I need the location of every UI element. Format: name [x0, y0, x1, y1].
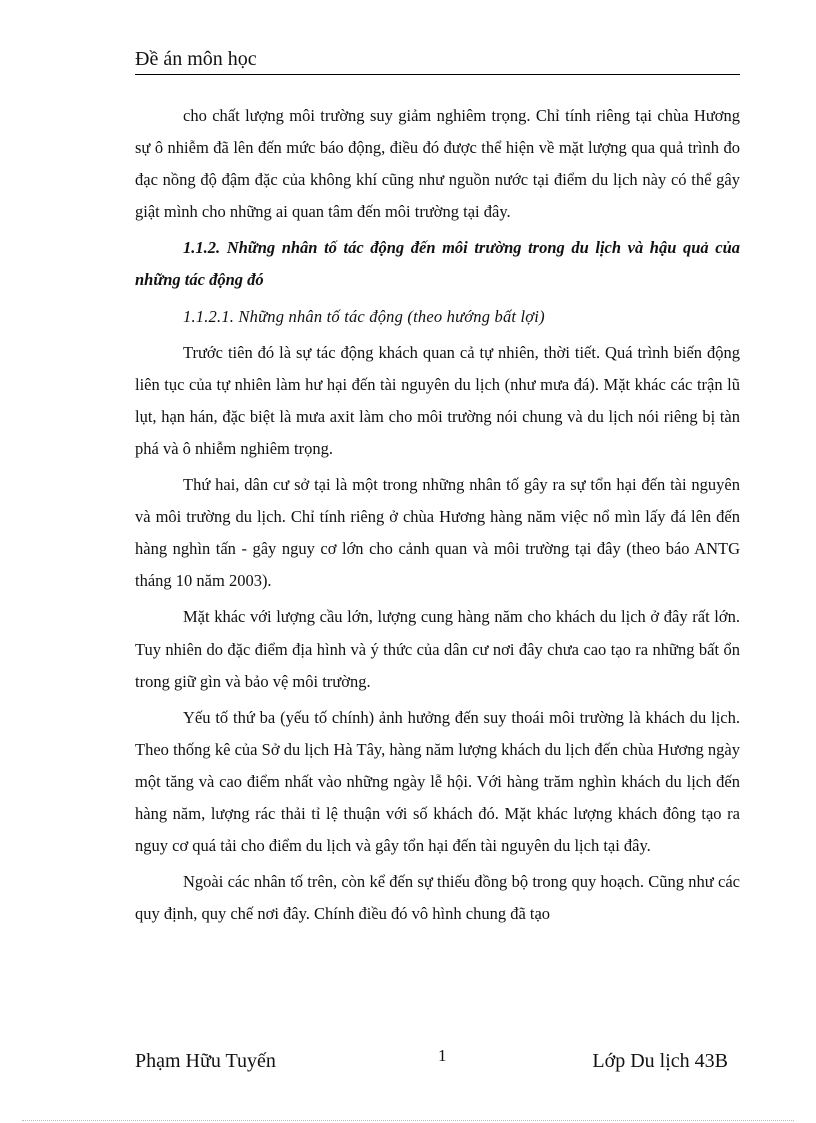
section-heading: 1.1.2. Những nhân tố tác động đến môi trường trong du lịch và hậu quả của những tác động đó: [135, 238, 740, 290]
page-bottom-border: [22, 1120, 794, 1121]
footer-class-name: Lớp Du lịch 43B: [592, 1050, 728, 1072]
body-paragraph: Yếu tố thứ ba (yếu tố chính) ảnh hưởng đến suy thoái môi trường là khách du lịch. Theo thống kê của Sở du lịch Hà Tây, hàng năm lượng khách du lịch đến chùa Hương ngày một tăng và cao điểm nhất vào những ngày lễ hội. Với hàng trăm nghìn khách du lịch đến hàng năm, lượng rác thải tỉ lệ thuận với số khách đó. Mặt khác lượng khách đông tạo ra nguy cơ quá tải cho điểm du lịch và gây tổn hại đến tài nguyên du lịch tại đây.: [135, 707, 740, 856]
body-paragraph: Thứ hai, dân cư sở tại là một trong những nhân tố gây ra sự tổn hại đến tài nguyên và môi trường du lịch. Chỉ tính riêng ở chùa Hương hàng năm việc nổ mìn lấy đá lên đến hàng nghìn tấn - gây nguy cơ lớn cho cảnh quan và môi trường tại đây (theo báo ANTG tháng 10 năm 2003).: [135, 475, 740, 591]
body-paragraph-intro: cho chất lượng môi trường suy giảm nghiêm trọng. Chỉ tính riêng tại chùa Hương sự ô nhiễm đã lên đến mức báo động, điều đó được thể hiện về mặt lượng qua quả trình đo đạc nồng độ đậm đặc của không khí cũng như nguồn nước tại điểm du lịch này có thể gây giật mình cho những ai quan tâm đến môi trường tại đây.: [135, 106, 740, 222]
document-body: [135, 100, 740, 930]
page-number: 1: [438, 1046, 447, 1065]
body-paragraph: Ngoài các nhân tố trên, còn kể đến sự thiếu đồng bộ trong quy hoạch. Cũng như các quy định, quy chế nơi đây. Chính điều đó vô hình chung đã tạo: [135, 872, 740, 924]
page-header-title: Đề án môn học: [135, 48, 257, 70]
footer-author: Phạm Hữu Tuyến: [135, 1050, 276, 1072]
body-paragraph: Trước tiên đó là sự tác động khách quan cả tự nhiên, thời tiết. Quá trình biến động liên tục của tự nhiên làm hư hại đến tài nguyên du lịch (như mưa đá). Mặt khác các trận lũ lụt, hạn hán, đặc biệt là mưa axit làm cho môi trường nói chung và du lịch nói riêng bị tàn phá và ô nhiễm nghiêm trọng.: [135, 342, 740, 458]
body-paragraph: Mặt khác với lượng cầu lớn, lượng cung hàng năm cho khách du lịch ở đây rất lớn. Tuy nhiên do đặc điểm địa hình và ý thức của dân cư nơi đây chưa cao tạo ra những bất ổn trong giữ gìn và bảo vệ môi trường.: [135, 607, 740, 691]
header-divider: [135, 74, 740, 75]
subsection-heading: 1.1.2.1. Những nhân tố tác động (theo hướng bất lợi): [183, 306, 545, 326]
